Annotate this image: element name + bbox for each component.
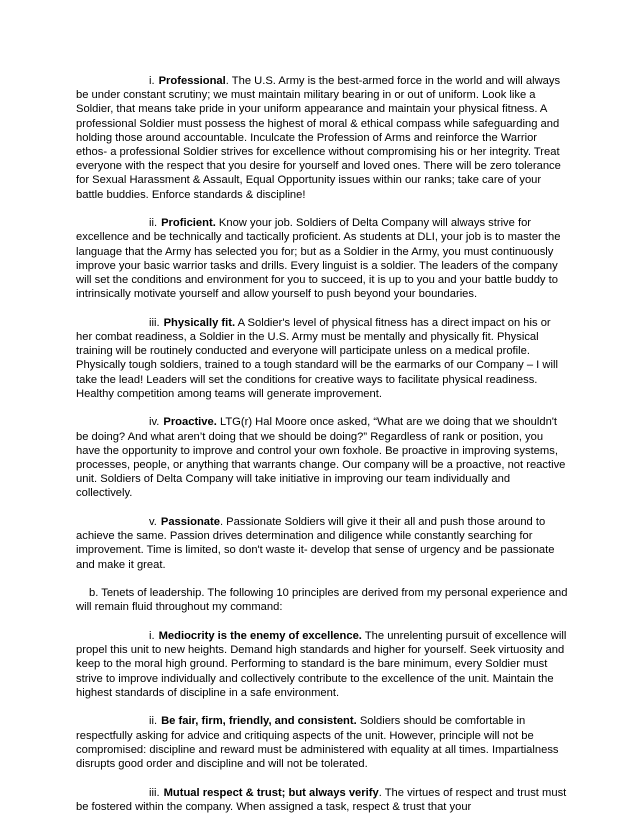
- heading-separator: .: [219, 516, 227, 529]
- paragraph-body: The virtues of respect and trust must be fostered within the company. When assigned a task, respect & trust that your: [76, 786, 567, 813]
- paragraph-body: Passionate Soldiers will give it their all and push those around to achieve the same. Passion drives determination and diligence while constantly searching for improvement. Time is limited, so don't waste it- develop that sense of urgency and be passionate and make it great.: [76, 516, 555, 571]
- paragraph-body: A Soldier's level of physical fitness has a direct impact on his or her combat readiness, a Soldier in the U.S. Army must be mentally and physically fit. Physical training will be routinely conducted and everyone will participate unless on a medical profile. Physically tough soldiers, trained to a tough standard will be the earmarks of our Company – I will take the lead! Leaders will set the conditions for creative ways to facilitate physical readiness. Healthy competition among teams will generate improvement.: [76, 316, 558, 400]
- paragraph-mutual-respect: [76, 786, 568, 814]
- paragraph-fair-firm: [76, 714, 568, 771]
- paragraph-heading: Proficient.: [161, 217, 216, 230]
- paragraph-number: i.: [149, 630, 155, 643]
- heading-separator: .: [225, 75, 232, 87]
- paragraph-number: iv.: [149, 416, 160, 429]
- paragraph-number: iii.: [149, 786, 160, 799]
- paragraph-professional: [76, 74, 568, 202]
- paragraph-proactive: [76, 415, 568, 500]
- paragraph-number: v.: [149, 516, 157, 529]
- paragraph-body: b. Tenets of leadership. The following 10 principles are derived from my personal experience and will remain fluid throughout my command:: [76, 587, 568, 614]
- paragraph-number: i.: [149, 75, 155, 87]
- document-page: [76, 74, 568, 828]
- heading-separator: .: [378, 786, 385, 799]
- paragraph-heading: Mediocrity is the enemy of excellence.: [158, 630, 362, 643]
- paragraph-passionate: [76, 515, 568, 572]
- paragraph-heading: Professional: [158, 75, 226, 87]
- paragraph-body: Know your job. Soldiers of Delta Company will always strive for excellence and be technically and tactically proficient. As students at DLI, your job is to master the language that the Army has selected you for; but as a Soldier in the Army, you must continuously improve your basic warrior tasks and drills. Every linguist is a soldier. The leaders of the company will set the conditions and environment for you to succeed, it is up to you and your battle buddy to intrinsically motivate yourself and allow yourself to push beyond your boundaries.: [76, 217, 561, 301]
- paragraph-heading: Physically fit.: [163, 316, 236, 329]
- paragraph-number: ii.: [149, 715, 158, 728]
- paragraph-heading: Be fair, firm, friendly, and consistent.: [161, 715, 357, 728]
- paragraph-tenets-of-leadership: [76, 586, 568, 614]
- paragraph-heading: Mutual respect & trust; but always verify: [163, 786, 379, 799]
- paragraph-heading: Proactive.: [163, 416, 217, 429]
- paragraph-body: The U.S. Army is the best-armed force in the world and will always be under constant scrutiny; we must maintain military bearing in or out of uniform. Look like a Soldier, that means take pride in your uniform appearance and maintain your physical fitness. A professional Soldier must possess the highest of moral & ethical compass while safeguarding and holding those around accountable. Inculcate the Profession of Arms and reinforce the Warrior ethos- a professional Soldier strives for excellence without compromising his or her integrity. Treat everyone with the respect that you desire for yourself and loved ones. There will be zero tolerance for Sexual Harassment & Assault, Equal Opportunity issues within our ranks; take care of your battle buddies. Enforce standards & discipline!: [76, 75, 561, 201]
- paragraph-mediocrity: [76, 629, 568, 700]
- paragraph-body: The unrelenting pursuit of excellence will propel this unit to new heights. Demand high standards and higher for yourself. Seek virtuosity and keep to the moral high ground. Performing to standard is the bare minimum, every Soldier must strive to improve individually and collectively contribute to the excellence of the unit. Maintain the highest standards of discipline in a safe environment.: [76, 630, 567, 699]
- paragraph-physically-fit: [76, 316, 568, 401]
- paragraph-body: Soldiers should be comfortable in respectfully asking for advice and critiquing aspects of the unit. However, principle will not be compromised: discipline and reward must be administered with equality at all times. Impartialness disrupts good order and discipline and will not be tolerated.: [76, 715, 559, 771]
- paragraph-number: ii.: [149, 217, 158, 230]
- paragraph-heading: Passionate: [160, 516, 220, 529]
- paragraph-proficient: [76, 216, 568, 301]
- paragraph-body: LTG(r) Hal Moore once asked, “What are we doing that we shouldn't be doing? And what aren’t doing that we should be doing?” Regardless of rank or position, you have the opportunity to improve and control your own foxhole. Be proactive in improving systems, processes, people, or anything that warrants change. Our company will be a proactive, not reactive unit. Soldiers of Delta Company will take initiative in improving our team individually and collectively.: [76, 416, 566, 500]
- paragraph-number: iii.: [149, 316, 160, 329]
